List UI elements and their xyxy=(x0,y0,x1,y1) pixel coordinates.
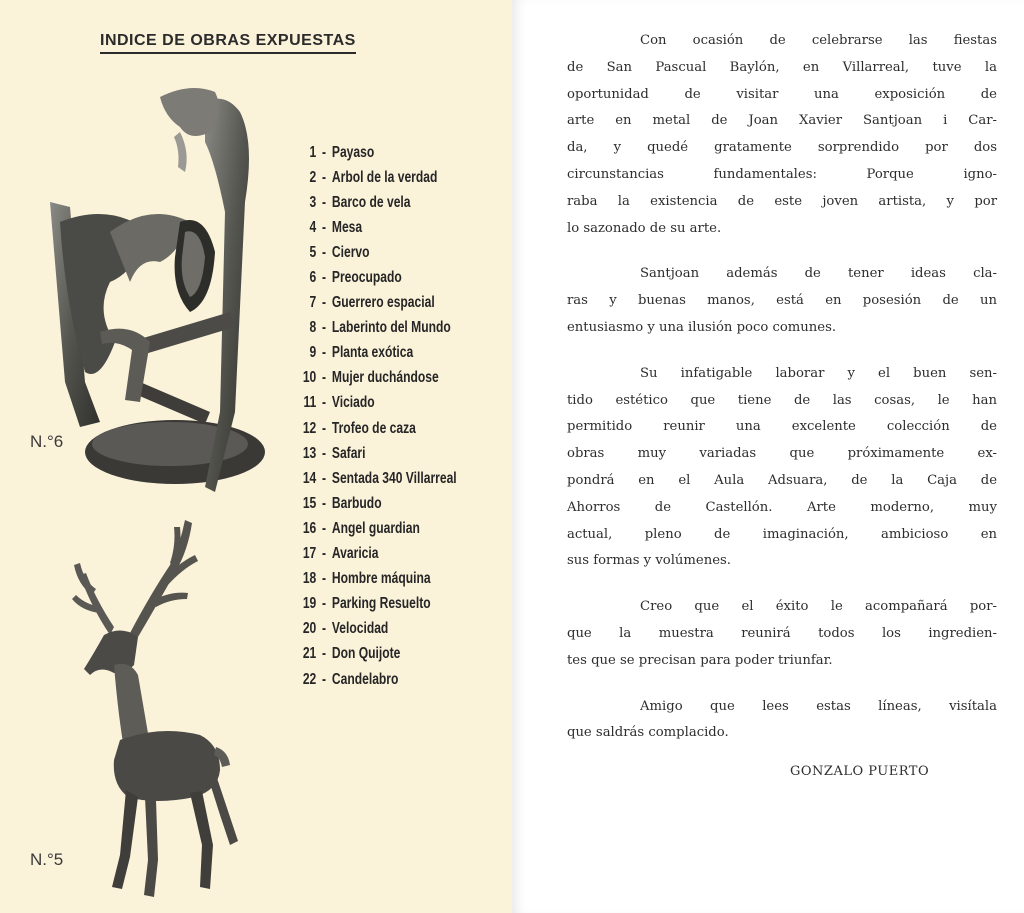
index-separator: - xyxy=(322,519,327,537)
index-item xyxy=(296,667,457,692)
index-item xyxy=(296,366,457,391)
index-title: INDICE DE OBRAS EXPUESTAS xyxy=(100,32,356,54)
paragraph-line: oportunidad de visitar una exposición de xyxy=(567,86,997,102)
index-item xyxy=(296,466,457,491)
paragraph xyxy=(567,594,997,674)
paragraph xyxy=(567,261,997,341)
index-item xyxy=(296,291,457,316)
deer-sculpture-image xyxy=(70,515,245,900)
index-work-title: Parking Resuelto xyxy=(331,595,431,613)
paragraph-line: entusiasmo y una ilusión poco comunes. xyxy=(567,319,837,335)
index-item xyxy=(296,416,457,441)
paragraph-line: ras y buenas manos, está en posesión de un xyxy=(567,293,997,309)
index-separator: - xyxy=(322,469,327,487)
index-item xyxy=(296,441,457,466)
paragraph-line: que la muestra reunirá todos los ingredien- xyxy=(567,625,997,641)
index-number: 18 xyxy=(302,570,317,588)
index-item xyxy=(296,516,457,541)
index-separator: - xyxy=(322,218,327,236)
paragraph-line: actual, pleno de imaginación, ambicioso en xyxy=(567,526,997,542)
paragraph-line: de San Pascual Baylón, en Villarreal, tuve la xyxy=(567,59,997,75)
paragraph-line: lo sazonado de su arte. xyxy=(567,220,722,236)
index-separator: - xyxy=(322,419,327,437)
index-number: 21 xyxy=(302,645,317,663)
index-number: 11 xyxy=(303,394,317,412)
paragraph xyxy=(567,694,997,748)
presentation-text xyxy=(567,28,997,747)
index-item xyxy=(296,491,457,516)
index-separator: - xyxy=(322,595,327,613)
index-item xyxy=(296,592,457,617)
index-item xyxy=(296,140,457,165)
index-work-title: Mujer duchándose xyxy=(331,369,439,387)
paragraph-line: obras muy variadas que próximamente ex- xyxy=(567,446,997,462)
index-number: 14 xyxy=(302,469,317,487)
index-separator: - xyxy=(322,269,327,287)
index-item xyxy=(296,190,457,215)
index-item xyxy=(296,391,457,416)
index-work-title: Barbudo xyxy=(331,494,382,512)
index-work-title: Sentada 340 Villarreal xyxy=(331,469,457,487)
index-work-title: Guerrero espacial xyxy=(331,294,435,312)
index-work-title: Mesa xyxy=(331,218,363,236)
index-item xyxy=(296,240,457,265)
index-item xyxy=(296,542,457,567)
abstract-sculpture-image xyxy=(40,82,270,502)
index-work-title: Planta exótica xyxy=(331,344,414,362)
index-work-title: Avaricia xyxy=(331,545,379,563)
paragraph-gap xyxy=(567,342,997,361)
index-number: 5 xyxy=(309,243,317,261)
index-number: 2 xyxy=(309,168,317,186)
index-number: 12 xyxy=(302,419,317,437)
index-separator: - xyxy=(322,545,327,563)
paragraph-gap xyxy=(567,242,997,261)
index-number: 16 xyxy=(302,519,317,537)
index-number: 13 xyxy=(302,444,317,462)
index-work-title: Trofeo de caza xyxy=(331,419,416,437)
works-index-list xyxy=(296,140,502,692)
index-separator: - xyxy=(322,620,327,638)
paragraph-line: permitido reunir una excelente colección de xyxy=(567,419,997,435)
paragraph-line: Su infatigable laborar y el buen sen- xyxy=(640,365,997,381)
paragraph-line: tes que se precisan para poder triunfar. xyxy=(567,652,833,668)
index-number: 3 xyxy=(309,193,317,211)
index-number: 7 xyxy=(309,294,317,312)
index-separator: - xyxy=(322,494,327,512)
index-work-title: Ciervo xyxy=(331,243,370,261)
index-number: 19 xyxy=(302,595,317,613)
index-work-title: Preocupado xyxy=(331,269,402,287)
paragraph-line: Santjoan además de tener ideas cla- xyxy=(640,266,997,282)
index-separator: - xyxy=(322,143,327,161)
index-separator: - xyxy=(322,294,327,312)
index-item xyxy=(296,617,457,642)
index-number: 17 xyxy=(302,545,317,563)
right-page xyxy=(512,0,1024,913)
index-work-title: Viciado xyxy=(331,394,375,412)
index-work-title: Don Quijote xyxy=(331,645,401,663)
paragraph-line: Creo que el éxito le acompañará por- xyxy=(640,599,997,615)
figure-label-5: N.°5 xyxy=(30,850,64,869)
index-number: 9 xyxy=(309,344,317,362)
paragraph xyxy=(567,28,997,242)
signature: GONZALO PUERTO xyxy=(790,764,930,779)
index-work-title: Velocidad xyxy=(331,620,389,638)
index-separator: - xyxy=(322,645,327,663)
paragraph-line: sus formas y volúmenes. xyxy=(567,553,731,569)
index-item xyxy=(296,567,457,592)
index-work-title: Hombre máquina xyxy=(331,570,431,588)
index-separator: - xyxy=(322,344,327,362)
index-separator: - xyxy=(322,670,327,688)
index-item xyxy=(296,215,457,240)
index-number: 22 xyxy=(302,670,317,688)
index-item xyxy=(296,265,457,290)
paragraph-line: tido estético que tiene de las cosas, le han xyxy=(567,392,997,408)
paragraph-line: Amigo que lees estas líneas, visítala xyxy=(640,698,997,714)
index-work-title: Barco de vela xyxy=(331,193,411,211)
index-number: 20 xyxy=(302,620,317,638)
figure-label-6: N.°6 xyxy=(30,432,64,451)
index-separator: - xyxy=(322,444,327,462)
index-separator: - xyxy=(322,394,327,412)
paragraph-line: Con ocasión de celebrarse las fiestas xyxy=(640,33,997,48)
index-separator: - xyxy=(322,369,327,387)
index-work-title: Angel guardian xyxy=(331,519,420,537)
index-item xyxy=(296,165,457,190)
index-separator: - xyxy=(322,319,327,337)
paragraph-line: raba la existencia de este joven artista, y por xyxy=(567,193,997,209)
index-separator: - xyxy=(322,168,327,186)
index-separator: - xyxy=(322,570,327,588)
index-number: 1 xyxy=(309,143,317,161)
index-work-title: Candelabro xyxy=(331,670,399,688)
index-item xyxy=(296,341,457,366)
paragraph-line: circunstancias fundamentales: Porque igno- xyxy=(567,166,997,182)
index-number: 8 xyxy=(309,319,317,337)
index-separator: - xyxy=(322,193,327,211)
index-number: 6 xyxy=(309,269,317,287)
index-item xyxy=(296,642,457,667)
index-work-title: Safari xyxy=(331,444,366,462)
index-work-title: Laberinto del Mundo xyxy=(331,319,451,337)
paragraph-gap xyxy=(567,575,997,594)
paragraph-line: da, y quedé gratamente sorprendido por dos xyxy=(567,140,997,156)
paragraph-line: que saldrás complacido. xyxy=(567,725,729,741)
paragraph-line: arte en metal de Joan Xavier Santjoan i Car- xyxy=(567,113,997,129)
index-item xyxy=(296,316,457,341)
index-work-title: Arbol de la verdad xyxy=(331,168,438,186)
index-number: 15 xyxy=(302,494,317,512)
paragraph xyxy=(567,361,997,575)
index-number: 10 xyxy=(302,369,317,387)
index-separator: - xyxy=(322,243,327,261)
paragraph-gap xyxy=(567,675,997,694)
paragraph-line: pondrá en el Aula Adsuara, de la Caja de xyxy=(567,472,997,488)
index-work-title: Payaso xyxy=(331,143,375,161)
index-number: 4 xyxy=(309,218,317,236)
paragraph-line: Ahorros de Castellón. Arte moderno, muy xyxy=(567,499,997,515)
